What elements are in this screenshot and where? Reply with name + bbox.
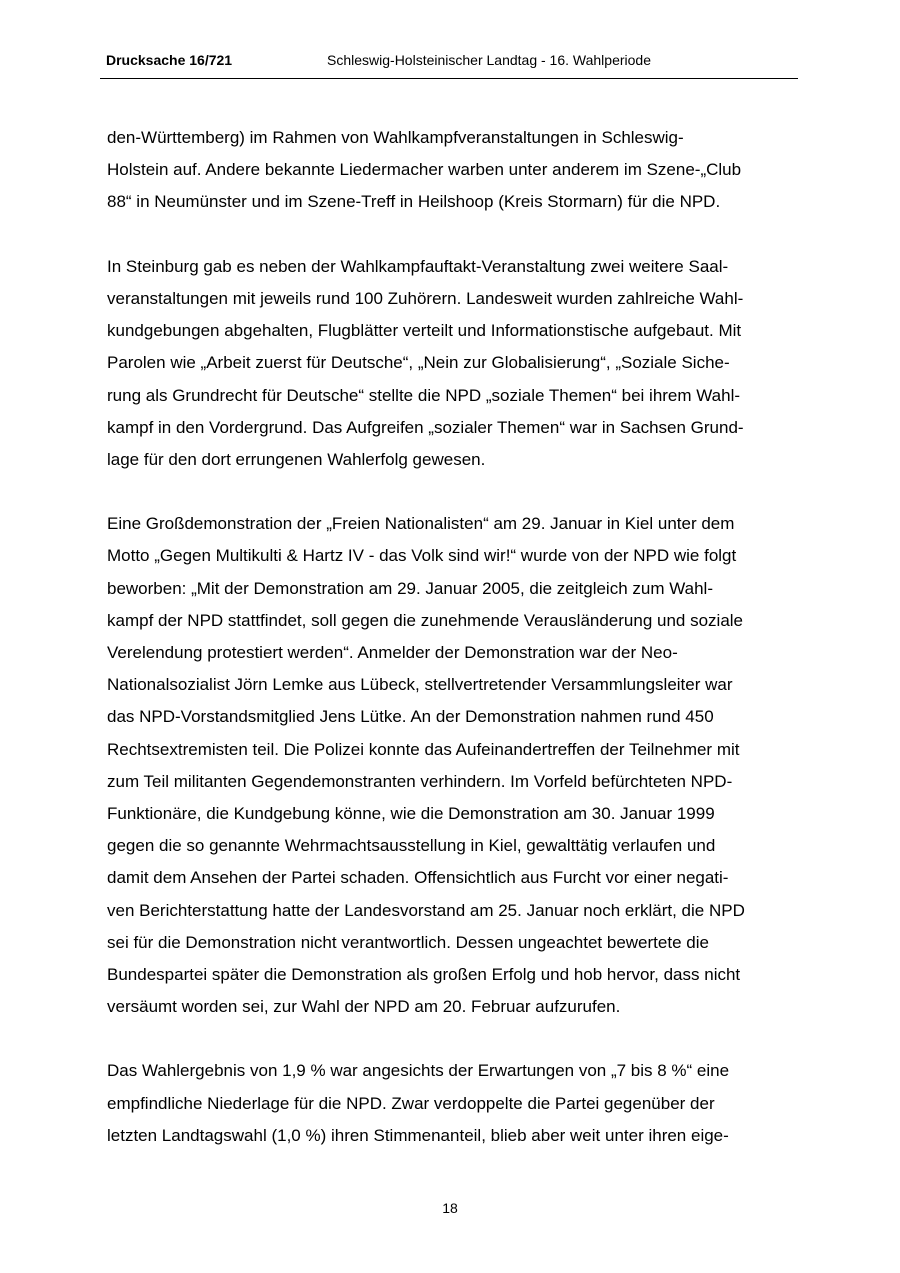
text-line: Verelendung protestiert werden“. Anmelder der Demonstration war der Neo- [107,643,678,662]
paragraph [107,251,797,476]
paragraph-gap [107,476,797,508]
document-number: Drucksache 16/721 [106,52,233,68]
paragraph [107,122,797,219]
text-line: den-Württemberg) im Rahmen von Wahlkampfveranstaltungen in Schleswig- [107,128,684,147]
text-line: Eine Großdemonstration der „Freien Nationalisten“ am 29. Januar in Kiel unter dem [107,514,735,534]
paragraph-gap [107,1023,797,1055]
paragraph [107,1055,797,1152]
text-line: ven Berichterstattung hatte der Landesvorstand am 25. Januar noch erklärt, die NPD [107,900,745,920]
text-line: das NPD-Vorstandsmitglied Jens Lütke. An der Demonstration nahmen rund 450 [107,707,714,727]
text-line: kampf der NPD stattfindet, soll gegen die zunehmende Verausländerung und soziale [107,610,744,630]
page-header [100,52,798,79]
text-line: Das Wahlergebnis von 1,9 % war angesichts der Erwartungen von „7 bis 8 %“ eine [107,1061,730,1081]
text-line: Motto „Gegen Multikulti & Hartz IV - das Volk sind wir!“ wurde von der NPD wie folgt [107,546,737,566]
text-line: letzten Landtagswahl (1,0 %) ihren Stimmenanteil, blieb aber weit unter ihren eige- [107,1125,729,1145]
text-line: Rechtsextremisten teil. Die Polizei konnte das Aufeinandertreffen der Teilnehmer mit [107,739,740,759]
text-line: veranstaltungen mit jeweils rund 100 Zuhörern. Landesweit wurden zahlreiche Wahl- [107,288,744,308]
text-line: Funktionäre, die Kundgebung könne, wie die Demonstration am 30. Januar 1999 [107,803,715,823]
text-line: damit dem Ansehen der Partei schaden. Offensichtlich aus Furcht vor einer negati- [107,868,729,888]
text-line: rung als Grundrecht für Deutsche“ stellte die NPD „soziale Themen“ bei ihrem Wahl- [107,385,741,405]
text-line: 88“ in Neumünster und im Szene-Treff in Heilshoop (Kreis Stormarn) für die NPD. [107,192,721,212]
text-line: Parolen wie „Arbeit zuerst für Deutsche“, „Nein zur Globalisierung“, „Soziale Siche- [107,353,730,373]
text-line: lage für den dort errungenen Wahlerfolg gewesen. [107,449,486,469]
text-line: versäumt worden sei, zur Wahl der NPD am 20. Februar aufzurufen. [107,997,621,1017]
text-line: zum Teil militanten Gegendemonstranten verhindern. Im Vorfeld befürchteten NPD- [107,771,733,791]
text-line: Bundespartei später die Demonstration als großen Erfolg und hob hervor, dass nicht [107,964,741,984]
header-title: Schleswig-Holsteinischer Landtag - 16. Wahlperiode [327,52,651,68]
text-line: sei für die Demonstration nicht verantwortlich. Dessen ungeachtet bewertete die [107,932,709,952]
text-line: beworben: „Mit der Demonstration am 29. Januar 2005, die zeitgleich zum Wahl- [107,578,713,598]
text-line: kampf in den Vordergrund. Das Aufgreifen „sozialer Themen“ war in Sachsen Grund- [107,417,744,437]
text-line: gegen die so genannte Wehrmachtsausstellung in Kiel, gewalttätig verlaufen und [107,836,716,856]
text-line: empfindliche Niederlage für die NPD. Zwar verdoppelte die Partei gegenüber der [107,1093,715,1113]
paragraph-gap [107,219,797,251]
page-number: 18 [442,1200,458,1216]
text-line: Holstein auf. Andere bekannte Liedermacher warben unter anderem im Szene-„Club [107,160,742,180]
text-line: In Steinburg gab es neben der Wahlkampfauftakt-Veranstaltung zwei weitere Saal- [107,256,729,276]
text-line: Nationalsozialist Jörn Lemke aus Lübeck, stellvertretender Versammlungsleiter war [107,675,733,695]
paragraph [107,508,797,1023]
document-body [107,122,797,1152]
text-line: kundgebungen abgehalten, Flugblätter verteilt und Informationstische aufgebaut. Mit [107,321,742,341]
